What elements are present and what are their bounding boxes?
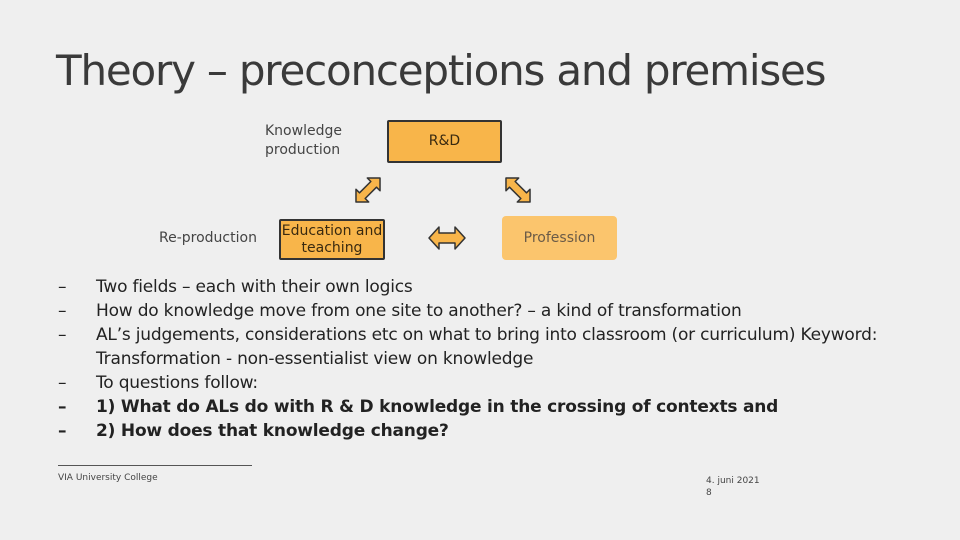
bullet-text: 1) What do ALs do with R & D knowledge in the crossing of contexts and	[96, 397, 779, 417]
bullet-item	[58, 395, 918, 419]
slide-title: Theory – preconceptions and premises	[56, 46, 826, 95]
rd-box-label: R&D	[428, 133, 461, 149]
profession-box	[502, 216, 617, 260]
rd-box	[387, 120, 502, 163]
bullet-text: 2) How does that knowledge change?	[96, 421, 449, 441]
bullet-marker: –	[58, 301, 67, 321]
bullet-item	[58, 419, 918, 443]
education-box	[279, 219, 385, 260]
footer-page-number: 8	[706, 488, 712, 498]
education-box-label: Education and teaching	[281, 222, 383, 256]
footer-organization: VIA University College	[58, 473, 158, 483]
bullet-item	[58, 371, 918, 395]
profession-box-label: Profession	[523, 229, 596, 246]
double-arrow-left-icon	[350, 172, 386, 208]
bullet-text: To questions follow:	[96, 373, 258, 393]
bullet-item	[58, 299, 918, 323]
footer-divider	[58, 465, 252, 466]
footer-date-block	[706, 475, 760, 499]
bullet-marker: –	[58, 397, 67, 417]
double-arrow-right-icon	[500, 172, 536, 208]
reproduction-label: Re-production	[159, 230, 257, 246]
bullet-item	[58, 275, 918, 299]
footer-date: 4. juni 2021	[706, 476, 760, 486]
bullet-text: How do knowledge move from one site to another? – a kind of transformation	[96, 301, 742, 321]
bullet-list	[58, 275, 918, 443]
bullet-marker: –	[58, 421, 67, 441]
double-arrow-horizontal-icon	[428, 225, 466, 251]
bullet-item	[58, 323, 918, 371]
bullet-text: Two fields – each with their own logics	[96, 277, 413, 297]
bullet-text: AL’s judgements, considerations etc on what to bring into classroom (or curriculum) Keyword: Transformation - non-essentialist view on knowledge	[96, 325, 878, 369]
knowledge-production-label: Knowledge production	[265, 123, 342, 158]
bullet-marker: –	[58, 325, 67, 345]
bullet-marker: –	[58, 277, 67, 297]
bullet-marker: –	[58, 373, 67, 393]
